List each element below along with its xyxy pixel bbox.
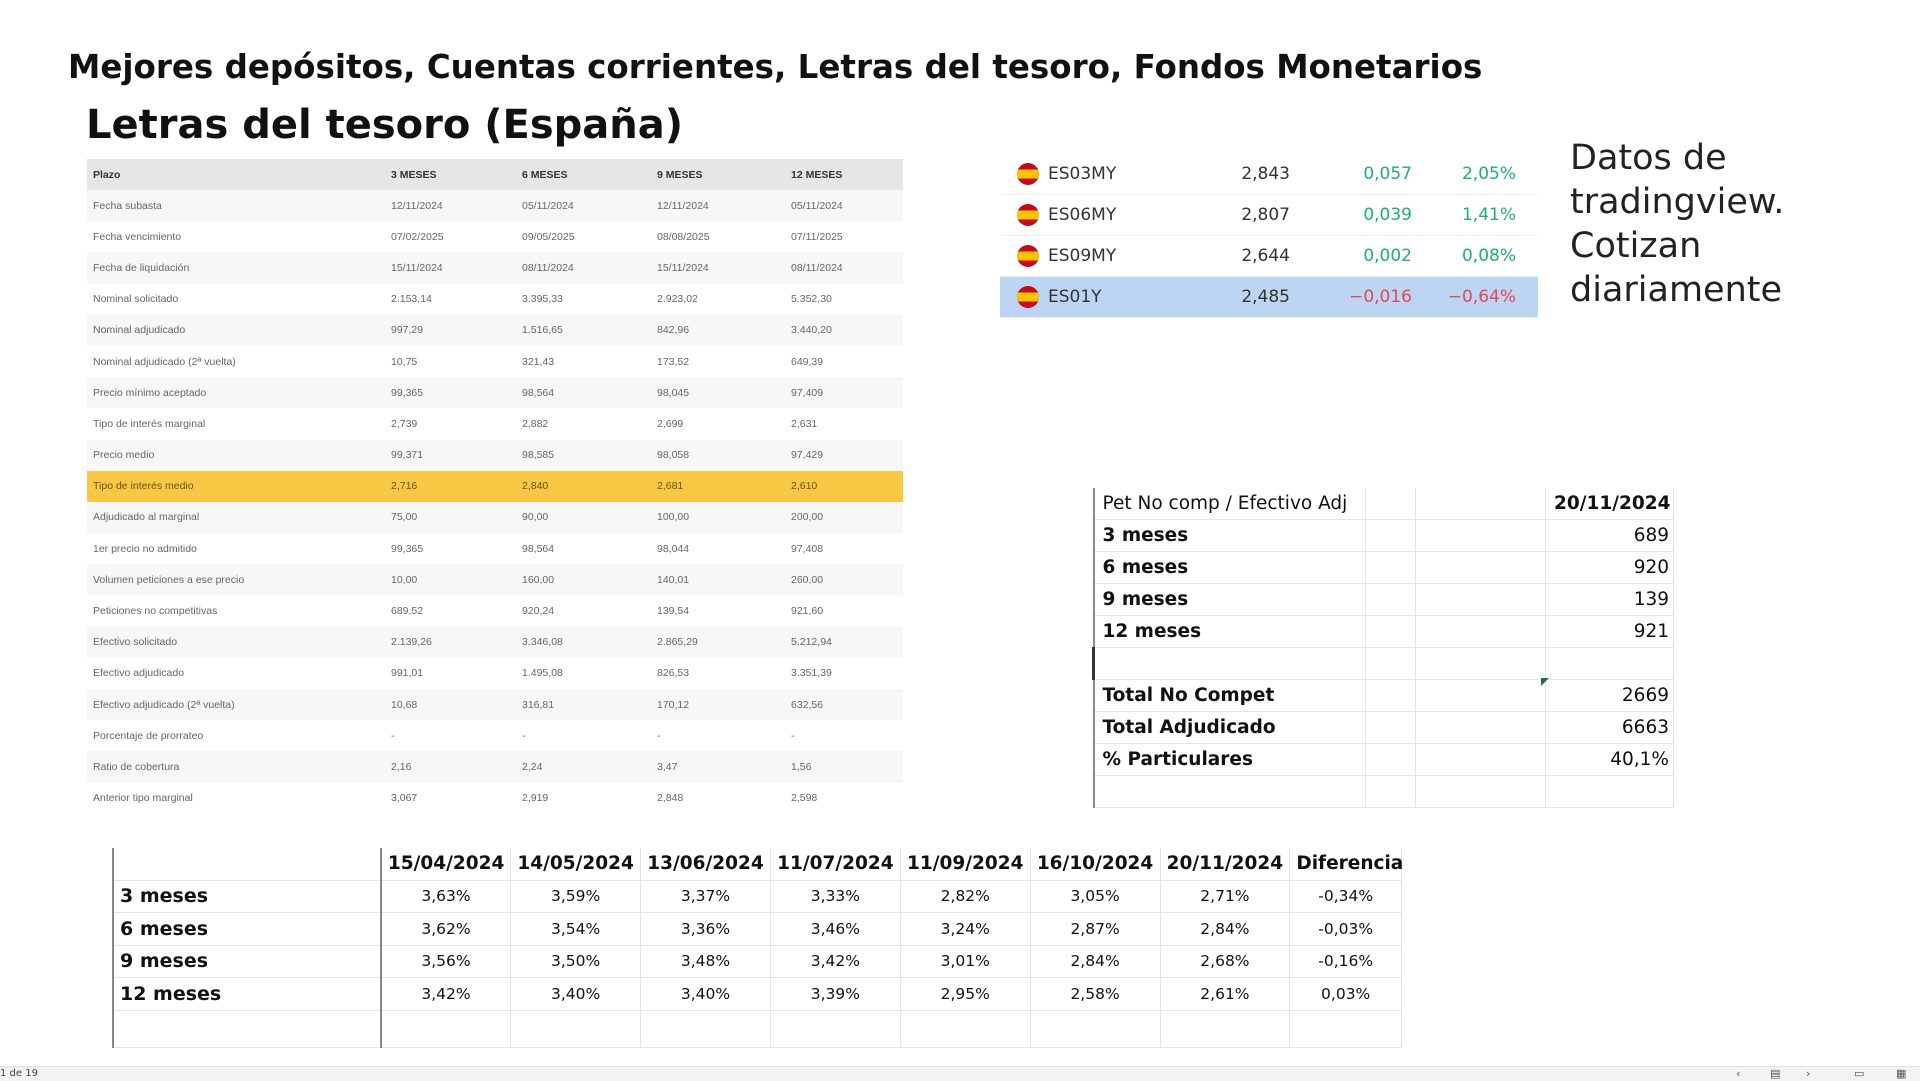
- cell-value: 2,598: [791, 792, 818, 805]
- rate-value[interactable]: 3,40%: [641, 978, 771, 1011]
- quote-row[interactable]: [1000, 154, 1538, 195]
- empty-cell[interactable]: [641, 1010, 771, 1047]
- auction-table-row: [87, 689, 903, 720]
- auction-table-row: [87, 502, 903, 533]
- quote-change-percent: 0,08%: [1461, 246, 1516, 266]
- quote-change: 0,057: [1363, 164, 1412, 184]
- empty-cell[interactable]: [1416, 488, 1546, 520]
- rate-value[interactable]: 3,50%: [511, 945, 641, 978]
- cell-value: 632,56: [791, 698, 824, 711]
- row-label: Ratio de cobertura: [93, 760, 180, 773]
- cell-value: 75,00: [391, 511, 418, 524]
- grid-view-icon[interactable]: ▦: [1896, 1067, 1907, 1080]
- empty-cell[interactable]: [113, 848, 381, 880]
- rate-value[interactable]: 2,95%: [900, 978, 1030, 1011]
- empty-cell[interactable]: [1416, 584, 1546, 616]
- auction-table-row: [87, 440, 903, 471]
- active-cell[interactable]: [1094, 648, 1366, 680]
- cell-value: 10,75: [391, 355, 418, 368]
- rate-value[interactable]: 3,59%: [511, 880, 641, 913]
- cell-value: 2,882: [522, 417, 549, 430]
- page-headline: Mejores depósitos, Cuentas corrientes, Letras del tesoro, Fondos Monetarios: [68, 48, 1483, 86]
- history-row: [113, 978, 1402, 1011]
- cell-value: 649,39: [791, 355, 824, 368]
- rate-value[interactable]: 3,63%: [381, 880, 511, 913]
- empty-cell[interactable]: [1546, 648, 1674, 680]
- column-header: 12 MESES: [791, 168, 843, 181]
- cell-value: 3.440,20: [791, 324, 832, 337]
- column-header: 6 MESES: [522, 168, 568, 181]
- cell-value: 12/11/2024: [657, 199, 709, 212]
- tradingview-quotes: [1000, 154, 1538, 318]
- tradingview-note: [1570, 136, 1784, 312]
- summary-header-row: [1094, 488, 1674, 520]
- row-label: Peticiones no competitivas: [93, 605, 218, 618]
- cell-value: 842,96: [657, 324, 690, 337]
- quote-change-percent: 2,05%: [1461, 164, 1516, 184]
- difference-header[interactable]: Diferencia: [1290, 848, 1402, 880]
- empty-cell[interactable]: [1366, 680, 1416, 712]
- total-label[interactable]: Total Adjudicado: [1094, 712, 1366, 744]
- summary-row: [1094, 520, 1674, 552]
- quote-symbol: ES03MY: [1048, 164, 1117, 184]
- cell-value: 97,409: [791, 386, 824, 399]
- auction-table-row: [87, 315, 903, 346]
- difference-value[interactable]: -0,03%: [1290, 913, 1402, 946]
- cell-value: 321,43: [522, 355, 555, 368]
- empty-cell[interactable]: [511, 1010, 641, 1047]
- row-label: Tipo de interés marginal: [93, 417, 206, 430]
- history-row: [113, 913, 1402, 946]
- row-label: Fecha de liquidación: [93, 261, 190, 274]
- rate-value[interactable]: 2,82%: [900, 880, 1030, 913]
- row-label: Anterior tipo marginal: [93, 792, 193, 805]
- cell-value: 08/08/2025: [657, 230, 710, 243]
- quote-change-percent: 1,41%: [1461, 205, 1516, 225]
- cell-value: 3,47: [657, 760, 678, 773]
- total-value[interactable]: 40,1%: [1546, 744, 1674, 776]
- history-row-label[interactable]: 12 meses: [113, 978, 381, 1011]
- auction-table-row: [87, 284, 903, 315]
- auction-table-row: [87, 221, 903, 252]
- date-header[interactable]: 14/05/2024: [511, 848, 641, 880]
- empty-cell[interactable]: [1366, 520, 1416, 552]
- cell-value: 5.352,30: [791, 293, 832, 306]
- rate-value[interactable]: 3,54%: [511, 913, 641, 946]
- empty-cell[interactable]: [1366, 712, 1416, 744]
- chevron-right-icon[interactable]: ›: [1806, 1067, 1811, 1080]
- spain-flag-icon: [1017, 286, 1039, 308]
- status-bar: [0, 1066, 1920, 1081]
- cell-value: 2,716: [391, 480, 418, 493]
- cell-value: -: [791, 729, 795, 742]
- cell-value: 99,365: [391, 386, 424, 399]
- auction-table: [87, 159, 903, 814]
- quote-price: 2,843: [1241, 164, 1290, 184]
- row-label: Nominal solicitado: [93, 293, 179, 306]
- cell-value: 2,699: [657, 417, 684, 430]
- empty-cell[interactable]: [1366, 776, 1416, 808]
- rate-value[interactable]: 3,42%: [770, 945, 900, 978]
- quote-price: 2,807: [1241, 205, 1290, 225]
- cell-value: 2,840: [522, 480, 549, 493]
- rate-value[interactable]: 3,62%: [381, 913, 511, 946]
- cell-value: 05/11/2024: [791, 199, 843, 212]
- row-label: Tipo de interés medio: [93, 480, 194, 493]
- rate-value[interactable]: 3,24%: [900, 913, 1030, 946]
- cell-value: 2,631: [791, 417, 818, 430]
- cell-value: 689,52: [391, 605, 424, 618]
- row-label: Precio medio: [93, 449, 155, 462]
- empty-cell[interactable]: [1416, 648, 1546, 680]
- empty-cell[interactable]: [1290, 1010, 1402, 1047]
- rate-value[interactable]: 2,87%: [1030, 913, 1160, 946]
- row-label: Precio mínimo aceptado: [93, 386, 207, 399]
- quote-price: 2,485: [1241, 287, 1290, 307]
- row-label: Efectivo adjudicado: [93, 667, 185, 680]
- rate-value[interactable]: 3,48%: [641, 945, 771, 978]
- quote-row[interactable]: [1000, 277, 1538, 318]
- summary-row: [1094, 584, 1674, 616]
- auction-table-row: [87, 720, 903, 751]
- history-header-row: [113, 848, 1402, 880]
- empty-cell[interactable]: [113, 1010, 381, 1047]
- row-label: Fecha subasta: [93, 199, 162, 212]
- cell-value: 2,681: [657, 480, 684, 493]
- history-row-label[interactable]: 3 meses: [113, 880, 381, 913]
- summary-total-row: [1094, 680, 1674, 712]
- auction-table-row: [87, 658, 903, 689]
- empty-cell[interactable]: [1366, 488, 1416, 520]
- page-indicator: 1 de 19: [0, 1068, 38, 1079]
- cell-value: 99,365: [391, 542, 424, 555]
- cell-value: 140,01: [657, 573, 690, 586]
- quote-row[interactable]: [1000, 236, 1538, 277]
- cell-value: 316,81: [522, 698, 555, 711]
- cell-value: 98,564: [522, 542, 555, 555]
- chevron-left-icon[interactable]: ‹: [1736, 1067, 1741, 1080]
- cell-value: 2,16: [391, 760, 412, 773]
- difference-value[interactable]: -0,34%: [1290, 880, 1402, 913]
- empty-cell[interactable]: [1416, 712, 1546, 744]
- date-header[interactable]: 15/04/2024: [381, 848, 511, 880]
- empty-row: [1094, 776, 1674, 808]
- cell-value: 10,00: [391, 573, 418, 586]
- rate-value[interactable]: 3,05%: [1030, 880, 1160, 913]
- date-header[interactable]: 16/10/2024: [1030, 848, 1160, 880]
- cell-value: 920,24: [522, 605, 555, 618]
- date-header[interactable]: 20/11/2024: [1160, 848, 1290, 880]
- empty-cell[interactable]: [1416, 552, 1546, 584]
- cell-value: 2,610: [791, 480, 818, 493]
- rate-value[interactable]: 2,84%: [1160, 913, 1290, 946]
- empty-cell[interactable]: [900, 1010, 1030, 1047]
- quote-row[interactable]: [1000, 195, 1538, 236]
- rate-value[interactable]: 3,36%: [641, 913, 771, 946]
- cell-value: 170,12: [657, 698, 690, 711]
- row-label: Efectivo solicitado: [93, 636, 178, 649]
- cell-value: 3.346,08: [522, 636, 563, 649]
- total-value[interactable]: 6663: [1546, 712, 1674, 744]
- cell-value: 08/11/2024: [522, 261, 574, 274]
- empty-cell[interactable]: [1416, 776, 1546, 808]
- cell-value: 260,00: [791, 573, 824, 586]
- empty-cell[interactable]: [1366, 584, 1416, 616]
- rate-history-table: [112, 848, 1402, 1048]
- cell-value: 139,54: [657, 605, 690, 618]
- auction-table-row: [87, 408, 903, 439]
- note-line: Datos de: [1570, 138, 1727, 178]
- row-label: Efectivo adjudicado (2ª vuelta): [93, 698, 235, 711]
- auction-table-row: [87, 190, 903, 221]
- row-label: Nominal adjudicado: [93, 324, 186, 337]
- summary-row: [1094, 552, 1674, 584]
- cell-value: 2.153,14: [391, 293, 432, 306]
- quote-change-percent: −0,64%: [1447, 287, 1516, 307]
- row-label: Fecha vencimiento: [93, 230, 182, 243]
- rate-value[interactable]: 2,84%: [1030, 945, 1160, 978]
- cell-value: -: [522, 729, 526, 742]
- empty-cell[interactable]: [1366, 552, 1416, 584]
- date-header[interactable]: 13/06/2024: [641, 848, 771, 880]
- cell-value: 2.865,29: [657, 636, 698, 649]
- section-title: Letras del tesoro (España): [86, 102, 684, 148]
- cell-value: -: [657, 729, 661, 742]
- quote-price: 2,644: [1241, 246, 1290, 266]
- cell-value: 921,60: [791, 605, 824, 618]
- spain-flag-icon: [1017, 245, 1039, 267]
- cell-value: 200,00: [791, 511, 824, 524]
- cell-value: 10,68: [391, 698, 418, 711]
- auction-table-body: [87, 190, 903, 814]
- summary-row-value[interactable]: 921: [1546, 616, 1674, 648]
- rate-value[interactable]: 2,58%: [1030, 978, 1160, 1011]
- cell-value: 3.351,39: [791, 667, 832, 680]
- auction-table-row: [87, 783, 903, 814]
- quote-symbol: ES06MY: [1048, 205, 1117, 225]
- rate-value[interactable]: 3,37%: [641, 880, 771, 913]
- cell-value: 160,00: [522, 573, 555, 586]
- auction-table-row: [87, 564, 903, 595]
- history-row-label[interactable]: 9 meses: [113, 945, 381, 978]
- rate-value[interactable]: 3,39%: [770, 978, 900, 1011]
- empty-cell[interactable]: [1416, 680, 1546, 712]
- column-header: 9 MESES: [657, 168, 703, 181]
- summary-header-label[interactable]: Pet No comp / Efectivo Adj: [1094, 488, 1366, 520]
- cell-value: 2.923,02: [657, 293, 698, 306]
- quote-change: 0,039: [1363, 205, 1412, 225]
- summary-total-row: [1094, 712, 1674, 744]
- row-label: Adjudicado al marginal: [93, 511, 200, 524]
- date-header[interactable]: 11/09/2024: [900, 848, 1030, 880]
- history-row: [113, 945, 1402, 978]
- rate-value[interactable]: 2,71%: [1160, 880, 1290, 913]
- row-label: Nominal adjudicado (2ª vuelta): [93, 355, 236, 368]
- cell-value: 1,56: [791, 760, 812, 773]
- summary-row-label[interactable]: 3 meses: [1094, 520, 1366, 552]
- column-header: 3 MESES: [391, 168, 437, 181]
- cell-value: 1.495,08: [522, 667, 563, 680]
- cell-value: 90,00: [522, 511, 549, 524]
- quote-symbol: ES09MY: [1048, 246, 1117, 266]
- cell-value: 3.395,33: [522, 293, 563, 306]
- cell-value: 5.212,94: [791, 636, 832, 649]
- rate-value[interactable]: 3,40%: [511, 978, 641, 1011]
- normal-view-icon[interactable]: ▭: [1854, 1067, 1865, 1080]
- rate-value[interactable]: 3,42%: [381, 978, 511, 1011]
- auction-table-row: [87, 377, 903, 408]
- cell-value: 2.139,26: [391, 636, 432, 649]
- auction-table-row: [87, 252, 903, 283]
- empty-cell[interactable]: [1546, 776, 1674, 808]
- empty-cell[interactable]: [770, 1010, 900, 1047]
- empty-cell[interactable]: [1366, 744, 1416, 776]
- history-row-label[interactable]: 6 meses: [113, 913, 381, 946]
- cell-value: 2,919: [522, 792, 549, 805]
- cell-value: 2,739: [391, 417, 418, 430]
- empty-row: [1094, 648, 1674, 680]
- empty-cell[interactable]: [1030, 1010, 1160, 1047]
- summary-total-row: [1094, 744, 1674, 776]
- empty-cell[interactable]: [1094, 776, 1366, 808]
- history-row: [113, 880, 1402, 913]
- cell-value: 08/11/2024: [791, 261, 843, 274]
- empty-cell[interactable]: [381, 1010, 511, 1047]
- empty-row: [113, 1010, 1402, 1047]
- non-competitive-summary-table: [1092, 488, 1674, 808]
- cell-value: 07/11/2025: [791, 230, 843, 243]
- cell-value: 99,371: [391, 449, 424, 462]
- quote-change: 0,002: [1363, 246, 1412, 266]
- empty-cell[interactable]: [1160, 1010, 1290, 1047]
- auction-table-row: [87, 595, 903, 626]
- row-label: Porcentaje de prorrateo: [93, 729, 204, 742]
- cell-value: 98,585: [522, 449, 555, 462]
- empty-cell[interactable]: [1416, 744, 1546, 776]
- summary-header-date[interactable]: 20/11/2024: [1546, 488, 1674, 520]
- empty-cell[interactable]: [1416, 616, 1546, 648]
- rate-value[interactable]: 3,46%: [770, 913, 900, 946]
- rate-value[interactable]: 2,68%: [1160, 945, 1290, 978]
- cell-value: 100,00: [657, 511, 690, 524]
- rate-value[interactable]: 3,33%: [770, 880, 900, 913]
- summary-row-value[interactable]: 689: [1546, 520, 1674, 552]
- cell-value: 97,429: [791, 449, 824, 462]
- cell-value: 98,044: [657, 542, 690, 555]
- cell-value: 826,53: [657, 667, 690, 680]
- cell-value: 07/02/2025: [391, 230, 444, 243]
- cell-value: 991,01: [391, 667, 424, 680]
- cell-value: 98,564: [522, 386, 555, 399]
- total-label[interactable]: Total No Compet: [1094, 680, 1366, 712]
- summary-row-label[interactable]: 12 meses: [1094, 616, 1366, 648]
- cell-value: 09/05/2025: [522, 230, 575, 243]
- quote-symbol: ES01Y: [1048, 287, 1102, 307]
- empty-cell[interactable]: [1416, 520, 1546, 552]
- note-line: tradingview.: [1570, 182, 1785, 222]
- date-header[interactable]: 11/07/2024: [770, 848, 900, 880]
- difference-value[interactable]: -0,16%: [1290, 945, 1402, 978]
- empty-cell[interactable]: [1366, 616, 1416, 648]
- cell-value: 12/11/2024: [391, 199, 443, 212]
- empty-cell[interactable]: [1366, 648, 1416, 680]
- quote-change: −0,016: [1349, 287, 1412, 307]
- auction-table-row: [87, 751, 903, 782]
- summary-row-value[interactable]: 139: [1546, 584, 1674, 616]
- slide-view-icon[interactable]: ▤: [1770, 1067, 1781, 1080]
- spain-flag-icon: [1017, 163, 1039, 185]
- summary-row-label[interactable]: 6 meses: [1094, 552, 1366, 584]
- cell-value: 98,045: [657, 386, 690, 399]
- total-value[interactable]: 2669: [1546, 680, 1674, 712]
- cell-value: 1.516,65: [522, 324, 563, 337]
- auction-table-row: [87, 627, 903, 658]
- cell-value: -: [391, 729, 395, 742]
- cell-value: 15/11/2024: [391, 261, 443, 274]
- cell-value: 3,067: [391, 792, 418, 805]
- cell-value: 05/11/2024: [522, 199, 574, 212]
- cell-value: 2,24: [522, 760, 543, 773]
- cell-value: 173,52: [657, 355, 690, 368]
- column-header: Plazo: [93, 168, 121, 181]
- cell-value: 2,848: [657, 792, 684, 805]
- rate-value[interactable]: 2,61%: [1160, 978, 1290, 1011]
- history-table-body: [113, 880, 1402, 1047]
- difference-value[interactable]: 0,03%: [1290, 978, 1402, 1011]
- auction-table-row: [87, 346, 903, 377]
- auction-table-header-row: [87, 159, 903, 190]
- row-label: Volumen peticiones a ese precio: [93, 573, 245, 586]
- rate-value[interactable]: 3,01%: [900, 945, 1030, 978]
- cell-value: 15/11/2024: [657, 261, 709, 274]
- auction-table-row: [87, 471, 903, 502]
- cell-value: 98,058: [657, 449, 690, 462]
- summary-row-label[interactable]: 9 meses: [1094, 584, 1366, 616]
- summary-row: [1094, 616, 1674, 648]
- auction-table-row: [87, 533, 903, 564]
- spain-flag-icon: [1017, 204, 1039, 226]
- note-line: diariamente: [1570, 270, 1783, 310]
- total-label[interactable]: % Particulares: [1094, 744, 1366, 776]
- cell-value: 97,408: [791, 542, 824, 555]
- rate-value[interactable]: 3,56%: [381, 945, 511, 978]
- row-label: 1er precio no admitido: [93, 542, 197, 555]
- summary-row-value[interactable]: 920: [1546, 552, 1674, 584]
- note-line: Cotizan: [1570, 226, 1702, 266]
- cell-comment-indicator-icon: [1541, 678, 1549, 686]
- cell-value: 997,29: [391, 324, 424, 337]
